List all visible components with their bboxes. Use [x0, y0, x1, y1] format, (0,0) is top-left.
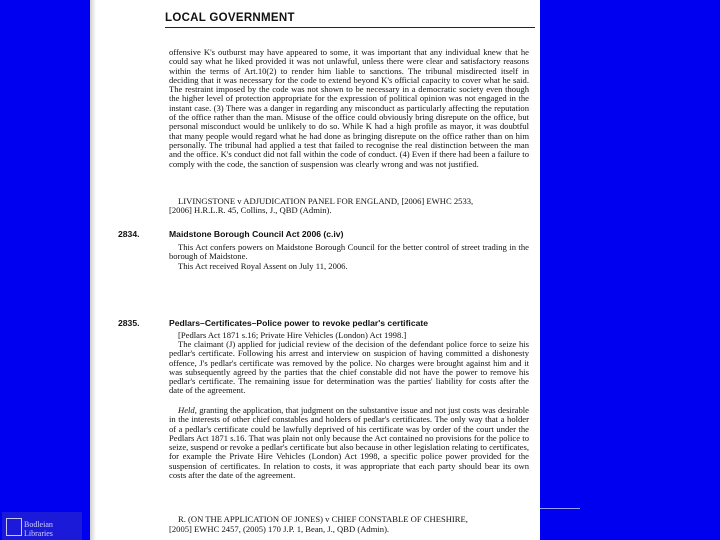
entry-facts-2835: The claimant (J) applied for judicial review of the decision of the defendant police force to seize his pedlar's certificate. Following his arrest and interview on suspicion of having committed a dishonesty offence, J's pedlar's certificate was removed by the police. No charges were brought against him and it was subsequently agreed by the parties that the chief constable did not have the power to remove his pedlar's certificate. The remaining issue for determination was the parties' liability for costs after the date of the agreement.: [169, 339, 529, 396]
entry-number-2834: 2834.: [118, 229, 140, 239]
entry-title-2835: Pedlars–Certificates–Police power to revoke pedlar's certificate: [169, 318, 429, 328]
case-continuation-paragraph: offensive K's outburst may have appeared to some, it was important that any individual knew that he could say what he liked provided it was not unlawful, unless there were clear and satisfactory reasons within the terms of Art.10(2) to render him liable to sanctions. The tribunal misdirected itself in deciding that it was necessary for the code to extend beyond K's official capacity to cover what he said. The restraint imposed by the code was not shown to be necessary in a democratic society even though the higher level of protection appropriate for the expression of political opinion was not engaged in the instant case. (3) There was a danger in regarding any misconduct as particularly affecting the reputation of the office rather than the man. Misuse of the office could obviously bring disrepute on the office, but personal misconduct would be unlikely to do so. While K had a high profile as mayor, it was doubtful that many people would regard what he had done as bringing disrepute on the office rather than on him personally. The tribunal had applied a test that failed to recognise the real distinction between the man and the office. K's conduct did not fall within the code of conduct. (4) Even if there had been a failure to comply with the code, the sanction of suspension was clearly wrong and was not justified.: [169, 47, 529, 169]
library-logo: [2, 512, 82, 540]
scan-edge-shadow: [90, 0, 96, 540]
entry-assent-2834: This Act received Royal Assent on July 11, 2006.: [178, 261, 348, 271]
running-head: LOCAL GOVERNMENT: [165, 12, 295, 24]
held-text: granting the application, that judgment on the substantive issue and not just costs was desirable in the interests of other chief constables and holders of pedlar's certificates. The only way that a holder of a pedlar's certificate could be lawfully deprived of his certificate was by order of the court under the Pedlars Act 1871 s.16. That was plain not only because the Act contained no provisions for the police to seize, suspend or revoke a pedlar's certificate but also because in other legislation relating to certificates, for example the Private Hire Vehicles (London) Act 1998, a specific police power provided for the suspension of certificates. In relation to costs, it was appropriate that each party should bear its own costs after the date of the agreement.: [169, 405, 529, 481]
entry-number-2835: 2835.: [118, 318, 140, 328]
case-citation-line-2: [2006] H.R.L.R. 45, Collins, J., QBD (Admin).: [169, 205, 332, 215]
entry-title-2834: Maidstone Borough Council Act 2006 (c.iv): [169, 229, 344, 239]
background-rule: [540, 508, 580, 509]
library-crest-icon: [6, 518, 22, 536]
library-logo-text: Bodleian Libraries: [24, 520, 53, 539]
entry-body-2834: This Act confers powers on Maidstone Borough Council for the better control of street trading in the borough of Maidstone.: [169, 242, 529, 262]
held-label: Held,: [178, 405, 197, 415]
scanned-page: [90, 0, 540, 540]
entry-holding-2835: [169, 406, 529, 480]
case-citation-line-1: LIVINGSTONE v ADJUDICATION PANEL FOR ENGLAND, [2006] EWHC 2533,: [178, 196, 474, 206]
entry-statutes-2835: [Pedlars Act 1871 s.16; Private Hire Vehicles (London) Act 1998.]: [178, 330, 407, 340]
entry-citation-line-2-2835: [2005] EWHC 2457, (2005) 170 J.P. 1, Bean, J., QBD (Admin).: [169, 524, 390, 534]
entry-citation-line-1-2835: R. (ON THE APPLICATION OF JONES) v CHIEF CONSTABLE OF CHESHIRE,: [178, 514, 468, 524]
header-rule: [165, 27, 535, 28]
